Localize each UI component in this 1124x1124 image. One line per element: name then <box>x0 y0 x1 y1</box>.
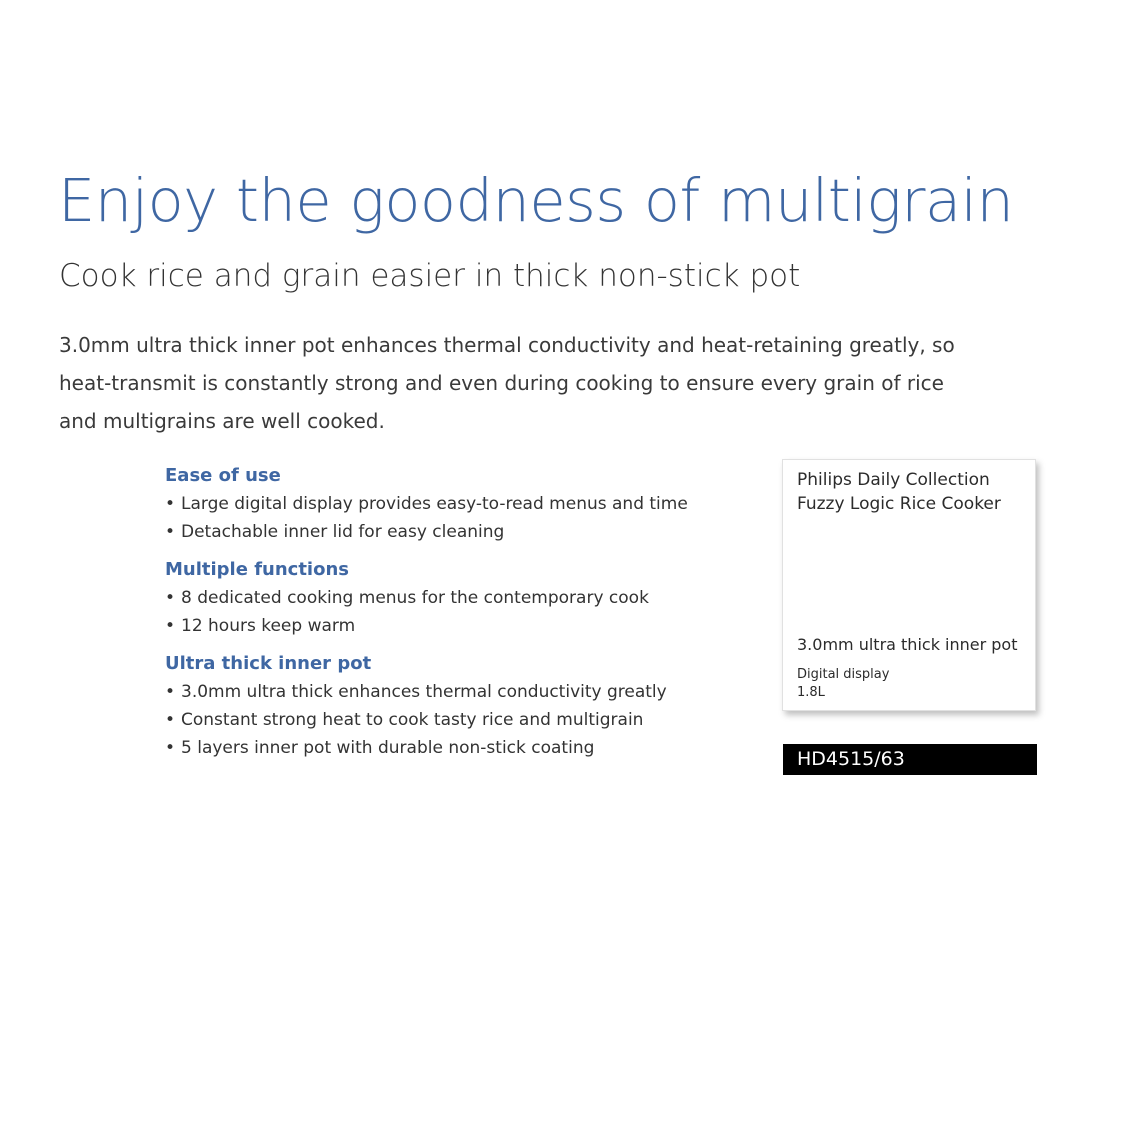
bullet: • <box>165 710 176 730</box>
product-spec-card <box>782 459 1036 711</box>
bullet: • <box>165 522 176 542</box>
feature-heading-ease-of-use: Ease of use <box>165 465 281 486</box>
feature-items-ease-of-use <box>165 490 745 546</box>
card-spec-display: Digital display <box>797 667 890 682</box>
card-key-feature: 3.0mm ultra thick inner pot <box>797 635 1018 654</box>
list-item <box>165 490 745 518</box>
feature-items-multiple-functions <box>165 584 745 640</box>
subheadline: Cook rice and grain easier in thick non-stick pot <box>59 258 801 294</box>
headline: Enjoy the goodness of multigrain <box>58 166 1014 235</box>
list-item-text: 12 hours keep warm <box>181 616 356 636</box>
model-number-badge: HD4515/63 <box>783 744 1037 775</box>
bullet: • <box>165 494 176 514</box>
list-item-text: Large digital display provides easy-to-read menus and time <box>181 494 688 514</box>
card-spec-capacity: 1.8L <box>797 685 825 700</box>
list-item <box>165 706 745 734</box>
list-item <box>165 584 745 612</box>
list-item <box>165 612 745 640</box>
list-item-text: 8 dedicated cooking menus for the contemporary cook <box>181 588 649 608</box>
list-item-text: Detachable inner lid for easy cleaning <box>181 522 505 542</box>
feature-heading-ultra-thick-inner-pot: Ultra thick inner pot <box>165 653 372 674</box>
bullet: • <box>165 682 176 702</box>
product-title-line-2: Fuzzy Logic Rice Cooker <box>797 494 1001 514</box>
list-item <box>165 678 745 706</box>
list-item-text: Constant strong heat to cook tasty rice and multigrain <box>181 710 644 730</box>
product-title-line-1: Philips Daily Collection <box>797 470 990 490</box>
feature-items-ultra-thick-inner-pot <box>165 678 745 762</box>
bullet: • <box>165 616 176 636</box>
bullet: • <box>165 588 176 608</box>
intro-paragraph: 3.0mm ultra thick inner pot enhances thermal conductivity and heat-retaining greatly, so heat-transmit is constantly strong and even during cooking to ensure every grain of rice and multigrains are well cooked. <box>59 333 955 433</box>
list-item-text: 5 layers inner pot with durable non-stick coating <box>181 738 595 758</box>
feature-list <box>165 462 745 772</box>
list-item-text: 3.0mm ultra thick enhances thermal conductivity greatly <box>181 682 667 702</box>
feature-heading-multiple-functions: Multiple functions <box>165 559 349 580</box>
bullet: • <box>165 738 176 758</box>
product-title <box>797 468 1033 516</box>
list-item <box>165 518 745 546</box>
list-item <box>165 734 745 762</box>
